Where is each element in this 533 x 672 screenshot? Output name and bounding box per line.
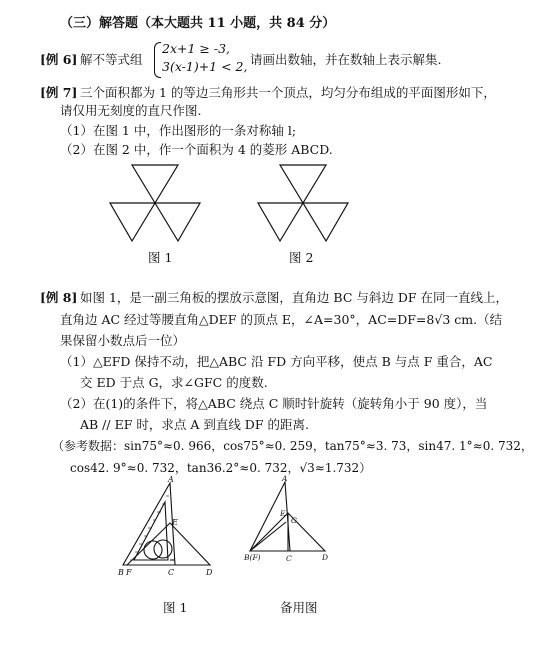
ex8-fig1-point-D: D — [206, 568, 213, 577]
ex8-fig1-point-B: B — [118, 568, 124, 577]
ex8-spare-figure-caption: 备用图 — [280, 600, 318, 615]
ex8-fig1-point-F: F — [126, 568, 132, 577]
ex8-spare-point-C: C — [286, 554, 292, 563]
ex7-figure-1 — [110, 160, 210, 240]
ex7-figure-2 — [258, 160, 358, 240]
ex8-fig1-point-A: A — [168, 475, 174, 484]
example-8-label: [例 8] — [40, 290, 78, 305]
example-8-q2b: AB // EF 时，求点 A 到直线 DF 的距离. — [80, 417, 309, 432]
ex7-figure-2-caption: 图 2 — [289, 250, 314, 265]
ex8-fig1-point-C: C — [168, 568, 175, 577]
ex8-figure-1-caption: 图 1 — [163, 600, 188, 615]
system-brace — [154, 42, 161, 78]
ex8-figure-1 — [118, 475, 228, 580]
inequality-1: 2x+1 ≥ -3, — [162, 41, 230, 56]
ex8-spare-point-D: D — [322, 553, 329, 562]
ex8-spare-point-E: E — [280, 509, 286, 518]
example-7-line1: 三个面积都为 1 的等边三角形共一个顶点，均匀分布组成的平面图形如下， — [80, 85, 496, 100]
inequality-2: 3(x-1)+1 < 2, — [162, 59, 248, 74]
example-8-line1: 如图 1，是一副三角板的摆放示意图，直角边 BC 与斜边 DF 在同一直线上， — [80, 290, 508, 305]
example-8-q1a: （1）△EFD 保持不动，把△ABC 沿 FD 方向平移，使点 B 与点 F 重合，AC — [60, 354, 493, 369]
ex8-spare-point-BF: B(F) — [244, 553, 261, 562]
example-6-tail: 请画出数轴，并在数轴上表示解集. — [250, 52, 442, 67]
example-7-line2: 请仅用无刻度的直尺作图. — [60, 103, 202, 118]
section-title: （三）解答题（本大题共 11 小题，共 84 分） — [60, 16, 336, 31]
example-8-q2a: （2）在(1)的条件下，将△ABC 绕点 C 顺时针旋转（旋转角小于 90 度），当 — [60, 396, 488, 411]
example-7-q1: （1）在图 1 中，作出图形的一条对称轴 l; — [60, 123, 297, 138]
example-6-lead: 解不等式组 — [80, 52, 143, 67]
ex8-spare-point-G: G — [291, 516, 297, 525]
ex7-figure-1-caption: 图 1 — [148, 250, 173, 265]
reference-data-line2: cos42. 9°≈0. 732，tan36.2°≈0. 732，√3≈1.732） — [70, 461, 372, 475]
reference-data-line1: （参考数据：sin75°≈0. 966，cos75°≈0. 259，tan75°≈3. 73，sin47. 1°≈0. 732， — [52, 439, 533, 453]
example-8-q1b: 交 ED 于点 G，求∠GFC 的度数. — [80, 375, 268, 390]
example-7-label: [例 7] — [40, 85, 78, 100]
example-8-line3: 果保留小数点后一位） — [60, 333, 186, 348]
example-6-label: [例 6] — [40, 52, 78, 67]
ex8-spare-point-A: A — [282, 474, 288, 483]
example-8-line2: 直角边 AC 经过等腰直角△DEF 的顶点 E，∠A=30°，AC=DF=8√3 cm.（结 — [60, 312, 503, 327]
ex8-spare-figure — [240, 474, 340, 578]
example-7-q2: （2）在图 2 中，作一个面积为 4 的菱形 ABCD. — [60, 142, 333, 157]
ex8-fig1-point-E: E — [172, 518, 178, 527]
